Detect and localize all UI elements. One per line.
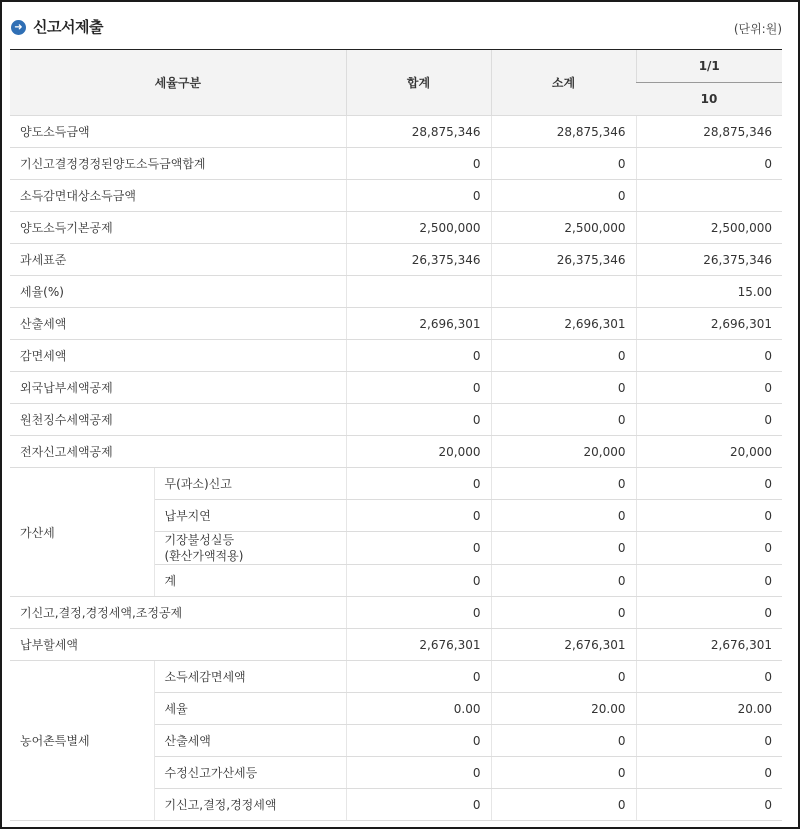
cell-rate-10: 0 <box>636 565 782 597</box>
cell-total: 0 <box>346 532 491 565</box>
row-sublabel: 수정신고가산세등 <box>154 757 346 789</box>
cell-subtotal: 0 <box>491 468 636 500</box>
cell-rate-10: 0 <box>636 725 782 757</box>
cell-rate-10: 20.00 <box>636 693 782 725</box>
row-sublabel: 납부지연 <box>154 500 346 532</box>
table-row <box>10 212 782 244</box>
row-label: 전자신고세액공제 <box>10 436 346 468</box>
row-label: 감면세액 <box>10 340 346 372</box>
row-sublabel: 계 <box>154 565 346 597</box>
table-row <box>10 372 782 404</box>
row-sublabel: 산출세액 <box>154 725 346 757</box>
row-sublabel <box>154 532 346 565</box>
cell-total <box>346 276 491 308</box>
section-header <box>10 14 782 48</box>
table-row <box>10 404 782 436</box>
table-row <box>10 436 782 468</box>
cell-total: 0.00 <box>346 693 491 725</box>
table-header-row <box>10 50 782 83</box>
cell-rate-10: 0 <box>636 468 782 500</box>
cell-rate-10: 0 <box>636 148 782 180</box>
cell-subtotal: 0 <box>491 372 636 404</box>
table-row <box>10 597 782 629</box>
cell-rate-10: 0 <box>636 372 782 404</box>
table-row <box>10 468 782 500</box>
cell-rate-10: 28,875,346 <box>636 116 782 148</box>
cell-rate-10: 26,375,346 <box>636 244 782 276</box>
cell-rate-10: 0 <box>636 404 782 436</box>
cell-subtotal: 0 <box>491 757 636 789</box>
cell-rate-10: 0 <box>636 757 782 789</box>
cell-subtotal: 0 <box>491 148 636 180</box>
row-sublabel-line2: (환산가액적용) <box>164 549 244 563</box>
tax-table <box>10 50 782 821</box>
group-label-rural-tax: 농어촌특별세 <box>10 661 154 821</box>
col-header-rate-10: 10 <box>636 83 782 116</box>
cell-total: 0 <box>346 725 491 757</box>
cell-subtotal: 20,000 <box>491 436 636 468</box>
row-label: 산출세액 <box>10 308 346 340</box>
cell-subtotal: 0 <box>491 661 636 693</box>
cell-total: 0 <box>346 597 491 629</box>
cell-subtotal: 0 <box>491 340 636 372</box>
cell-total: 26,375,346 <box>346 244 491 276</box>
cell-subtotal: 0 <box>491 532 636 565</box>
row-label: 과세표준 <box>10 244 346 276</box>
cell-total: 0 <box>346 789 491 821</box>
col-header-subtotal: 소계 <box>491 50 636 116</box>
cell-rate-10 <box>636 180 782 212</box>
row-sublabel: 세율 <box>154 693 346 725</box>
row-sublabel: 기신고,결정,경정세액 <box>154 789 346 821</box>
col-header-page: 1/1 <box>636 50 782 83</box>
row-sublabel-line1: 기장불성실등 <box>164 533 235 547</box>
group-label-penalty: 가산세 <box>10 468 154 597</box>
cell-rate-10: 15.00 <box>636 276 782 308</box>
cell-total: 28,875,346 <box>346 116 491 148</box>
cell-total: 0 <box>346 148 491 180</box>
cell-rate-10: 2,500,000 <box>636 212 782 244</box>
table-row <box>10 244 782 276</box>
col-header-category: 세율구분 <box>10 50 346 116</box>
cell-total: 0 <box>346 372 491 404</box>
row-sublabel: 소득세감면세액 <box>154 661 346 693</box>
cell-total: 2,676,301 <box>346 629 491 661</box>
table-row <box>10 148 782 180</box>
cell-total: 0 <box>346 661 491 693</box>
cell-rate-10: 2,676,301 <box>636 629 782 661</box>
row-label: 세율(%) <box>10 276 346 308</box>
cell-subtotal: 0 <box>491 725 636 757</box>
row-label: 원천징수세액공제 <box>10 404 346 436</box>
row-label: 양도소득금액 <box>10 116 346 148</box>
cell-total: 20,000 <box>346 436 491 468</box>
cell-total: 0 <box>346 757 491 789</box>
row-label: 기신고,결정,경정세액,조정공제 <box>10 597 346 629</box>
row-label: 기신고결정경정된양도소득금액합계 <box>10 148 346 180</box>
cell-subtotal: 26,375,346 <box>491 244 636 276</box>
cell-subtotal: 0 <box>491 789 636 821</box>
cell-subtotal: 0 <box>491 565 636 597</box>
table-row <box>10 180 782 212</box>
cell-total: 0 <box>346 340 491 372</box>
table-row <box>10 116 782 148</box>
cell-rate-10: 0 <box>636 789 782 821</box>
cell-subtotal: 2,676,301 <box>491 629 636 661</box>
cell-subtotal: 20.00 <box>491 693 636 725</box>
cell-rate-10: 0 <box>636 340 782 372</box>
table-row <box>10 276 782 308</box>
cell-total: 0 <box>346 468 491 500</box>
cell-subtotal: 0 <box>491 180 636 212</box>
row-label: 양도소득기본공제 <box>10 212 346 244</box>
row-sublabel: 무(과소)신고 <box>154 468 346 500</box>
cell-rate-10: 2,696,301 <box>636 308 782 340</box>
row-label: 납부할세액 <box>10 629 346 661</box>
cell-rate-10: 0 <box>636 532 782 565</box>
table-row <box>10 661 782 693</box>
section-title: 신고서제출 <box>33 18 103 36</box>
cell-subtotal: 2,696,301 <box>491 308 636 340</box>
cell-rate-10: 0 <box>636 500 782 532</box>
cell-subtotal: 28,875,346 <box>491 116 636 148</box>
cell-total: 0 <box>346 565 491 597</box>
cell-subtotal <box>491 276 636 308</box>
cell-total: 2,696,301 <box>346 308 491 340</box>
cell-subtotal: 0 <box>491 404 636 436</box>
cell-subtotal: 2,500,000 <box>491 212 636 244</box>
row-label: 소득감면대상소득금액 <box>10 180 346 212</box>
unit-label: (단위:원) <box>733 22 782 36</box>
table-row <box>10 629 782 661</box>
table-row <box>10 340 782 372</box>
cell-subtotal: 0 <box>491 597 636 629</box>
cell-rate-10: 0 <box>636 661 782 693</box>
cell-total: 2,500,000 <box>346 212 491 244</box>
col-header-total: 합계 <box>346 50 491 116</box>
arrow-circle-icon: ➜ <box>11 20 26 35</box>
cell-total: 0 <box>346 404 491 436</box>
row-label: 외국납부세액공제 <box>10 372 346 404</box>
table-row <box>10 308 782 340</box>
cell-total: 0 <box>346 180 491 212</box>
cell-rate-10: 0 <box>636 597 782 629</box>
cell-total: 0 <box>346 500 491 532</box>
cell-rate-10: 20,000 <box>636 436 782 468</box>
cell-subtotal: 0 <box>491 500 636 532</box>
